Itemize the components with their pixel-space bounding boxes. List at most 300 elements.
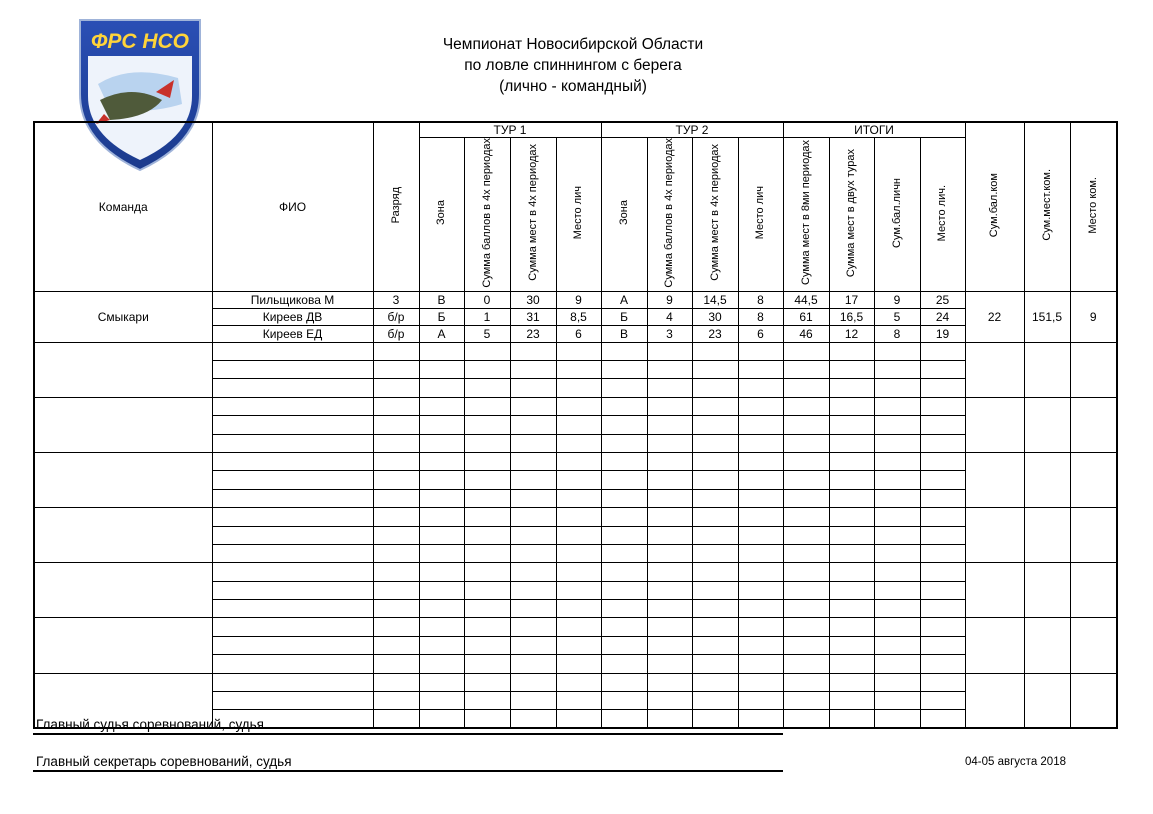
cell-ml (920, 360, 965, 378)
header-place-personal: Место лич (754, 186, 766, 240)
cell-rank (373, 581, 419, 599)
cell-sp2 (647, 489, 692, 507)
cell-sum_places_team (1024, 342, 1070, 397)
cell-pl1: 8,5 (556, 308, 601, 325)
h-zone1 (419, 138, 464, 292)
cell-ml: 19 (920, 325, 965, 342)
cell-sm2 (692, 379, 738, 397)
cell-sm1 (510, 636, 556, 654)
cell-z1 (419, 379, 464, 397)
cell-sm1 (510, 526, 556, 544)
cell-z1: А (419, 325, 464, 342)
cell-pl1: 9 (556, 291, 601, 308)
cell-sm2 (692, 544, 738, 562)
cell-ml (920, 471, 965, 489)
cell-sm1 (510, 416, 556, 434)
cell-ml (920, 600, 965, 618)
cell-z1 (419, 416, 464, 434)
cell-z1 (419, 581, 464, 599)
cell-ml (920, 636, 965, 654)
cell-sm1 (510, 360, 556, 378)
cell-z2 (601, 710, 647, 728)
cell-ml (920, 544, 965, 562)
header-sum-points: Сумма баллов в 4х периодах (480, 138, 493, 288)
cell-s2 (829, 600, 874, 618)
cell-sm2 (692, 710, 738, 728)
cell-fio (212, 434, 373, 452)
cell-sum_points_team (965, 563, 1024, 618)
cell-fio (212, 508, 373, 526)
event-date: 04-05 августа 2018 (965, 756, 1066, 768)
cell-pl2 (738, 342, 783, 360)
team-name-cell: Смыкари (34, 291, 212, 342)
cell-z2 (601, 360, 647, 378)
cell-sp1: 5 (464, 325, 510, 342)
cell-sm1 (510, 489, 556, 507)
cell-s2 (829, 692, 874, 710)
cell-fio (212, 636, 373, 654)
cell-pl1 (556, 342, 601, 360)
table-row (34, 508, 1117, 526)
cell-pl2 (738, 526, 783, 544)
cell-sp2 (647, 397, 692, 415)
cell-sm1: 23 (510, 325, 556, 342)
cell-s8 (783, 379, 829, 397)
header-sum-points-team: Сум.бал.ком (988, 173, 1000, 238)
cell-place_team (1070, 397, 1117, 452)
cell-fio (212, 379, 373, 397)
h-s8 (783, 138, 829, 292)
cell-sp2 (647, 563, 692, 581)
cell-s2 (829, 342, 874, 360)
cell-s8 (783, 636, 829, 654)
cell-pl1 (556, 544, 601, 562)
cell-pl1 (556, 563, 601, 581)
cell-sp2 (647, 360, 692, 378)
cell-ml (920, 692, 965, 710)
cell-s8 (783, 692, 829, 710)
header-rank-cell (373, 122, 419, 291)
cell-sp2 (647, 710, 692, 728)
title-line-1: Чемпионат Новосибирской Области (442, 36, 704, 53)
cell-sbl (874, 508, 920, 526)
cell-sum_points_team (965, 508, 1024, 563)
cell-z2 (601, 636, 647, 654)
cell-fio (212, 581, 373, 599)
cell-s2: 17 (829, 291, 874, 308)
cell-pl2 (738, 710, 783, 728)
cell-fio (212, 397, 373, 415)
cell-s8 (783, 673, 829, 691)
cell-sbl (874, 692, 920, 710)
cell-rank (373, 379, 419, 397)
cell-z2: Б (601, 308, 647, 325)
cell-pl2 (738, 397, 783, 415)
cell-pl2 (738, 544, 783, 562)
cell-z1 (419, 489, 464, 507)
cell-sm1 (510, 434, 556, 452)
cell-fio (212, 655, 373, 673)
cell-s8 (783, 397, 829, 415)
cell-z2 (601, 342, 647, 360)
cell-sbl (874, 673, 920, 691)
document-title (360, 34, 786, 97)
cell-sum_places_team (1024, 452, 1070, 507)
cell-z1 (419, 618, 464, 636)
team-name-cell (34, 397, 212, 452)
header-sum-places-team-cell (1024, 122, 1070, 291)
cell-sum_points_team: 22 (965, 291, 1024, 342)
cell-rank (373, 508, 419, 526)
cell-rank (373, 692, 419, 710)
cell-sm2 (692, 342, 738, 360)
cell-pl1 (556, 655, 601, 673)
header-team: Команда (34, 122, 212, 291)
cell-pl2: 6 (738, 325, 783, 342)
cell-pl2 (738, 673, 783, 691)
cell-s2 (829, 416, 874, 434)
cell-fio (212, 489, 373, 507)
cell-ml (920, 655, 965, 673)
cell-sm1 (510, 508, 556, 526)
cell-s2 (829, 360, 874, 378)
header-sum-points-personal: Сум.бал.личн (890, 177, 903, 248)
cell-sm1 (510, 710, 556, 728)
cell-rank (373, 563, 419, 581)
cell-pl1 (556, 692, 601, 710)
cell-s2 (829, 489, 874, 507)
cell-z1 (419, 434, 464, 452)
cell-sm2 (692, 471, 738, 489)
cell-pl2 (738, 360, 783, 378)
cell-sm1: 31 (510, 308, 556, 325)
h-s2 (829, 138, 874, 292)
team-name-cell (34, 563, 212, 618)
cell-rank (373, 397, 419, 415)
cell-sm2 (692, 692, 738, 710)
cell-sp1: 1 (464, 308, 510, 325)
cell-sp2: 3 (647, 325, 692, 342)
cell-ml: 25 (920, 291, 965, 308)
h-ml (920, 138, 965, 292)
cell-pl2 (738, 655, 783, 673)
cell-ml: 24 (920, 308, 965, 325)
cell-s8 (783, 360, 829, 378)
cell-fio: Пильщикова М (212, 291, 373, 308)
cell-sum_points_team (965, 342, 1024, 397)
cell-fio (212, 452, 373, 470)
cell-s2 (829, 526, 874, 544)
cell-z1 (419, 452, 464, 470)
cell-s8 (783, 434, 829, 452)
cell-s8 (783, 508, 829, 526)
cell-s8: 61 (783, 308, 829, 325)
judge-label: Главный судья соревнований, судья (36, 717, 264, 732)
cell-sp1 (464, 360, 510, 378)
cell-sp1 (464, 471, 510, 489)
cell-ml (920, 452, 965, 470)
title-line-3: (лично - командный) (499, 78, 647, 95)
cell-fio (212, 471, 373, 489)
cell-sp1 (464, 563, 510, 581)
cell-sbl (874, 342, 920, 360)
title-line-2: по ловле спиннингом с берега (464, 57, 682, 74)
cell-pl1 (556, 397, 601, 415)
cell-z1 (419, 342, 464, 360)
cell-sbl (874, 452, 920, 470)
cell-z1 (419, 710, 464, 728)
cell-ml (920, 618, 965, 636)
cell-z2 (601, 526, 647, 544)
cell-z2: В (601, 325, 647, 342)
cell-fio: Киреев ДВ (212, 308, 373, 325)
cell-s2 (829, 508, 874, 526)
cell-z2 (601, 563, 647, 581)
h-pl2 (738, 138, 783, 292)
cell-z2 (601, 581, 647, 599)
cell-sm2 (692, 360, 738, 378)
cell-z2 (601, 434, 647, 452)
cell-sbl (874, 618, 920, 636)
cell-pl2 (738, 618, 783, 636)
cell-z1 (419, 692, 464, 710)
cell-pl1 (556, 434, 601, 452)
cell-sp1 (464, 526, 510, 544)
cell-ml (920, 581, 965, 599)
cell-rank (373, 710, 419, 728)
cell-ml (920, 379, 965, 397)
cell-s8 (783, 471, 829, 489)
cell-place_team (1070, 618, 1117, 673)
cell-s2 (829, 673, 874, 691)
cell-z1 (419, 471, 464, 489)
team-name-cell (34, 452, 212, 507)
secretary-label: Главный секретарь соревнований, судья (36, 754, 292, 769)
cell-pl2 (738, 416, 783, 434)
cell-ml (920, 526, 965, 544)
cell-place_team (1070, 673, 1117, 728)
cell-sm2 (692, 397, 738, 415)
cell-sm2 (692, 618, 738, 636)
cell-sp1 (464, 397, 510, 415)
table-row (34, 618, 1117, 636)
cell-ml (920, 508, 965, 526)
cell-z1 (419, 526, 464, 544)
cell-pl1 (556, 618, 601, 636)
cell-rank: б/р (373, 325, 419, 342)
cell-sp2 (647, 434, 692, 452)
cell-sum_places_team (1024, 673, 1070, 728)
cell-sm2 (692, 416, 738, 434)
cell-sbl (874, 526, 920, 544)
cell-rank (373, 600, 419, 618)
cell-sp1 (464, 544, 510, 562)
cell-z2 (601, 692, 647, 710)
cell-z1 (419, 563, 464, 581)
cell-z1 (419, 600, 464, 618)
cell-sbl (874, 581, 920, 599)
cell-s8: 46 (783, 325, 829, 342)
cell-sp1: 0 (464, 291, 510, 308)
cell-pl2 (738, 452, 783, 470)
cell-sm2 (692, 673, 738, 691)
cell-sp1 (464, 581, 510, 599)
svg-text:ФРС НСО: ФРС НСО (90, 30, 190, 53)
cell-s2 (829, 618, 874, 636)
team-name-cell (34, 618, 212, 673)
cell-pl2: 8 (738, 291, 783, 308)
table-row (34, 342, 1117, 360)
cell-rank (373, 452, 419, 470)
cell-sp2 (647, 673, 692, 691)
cell-sbl (874, 471, 920, 489)
cell-z2 (601, 471, 647, 489)
cell-pl1 (556, 471, 601, 489)
cell-sm2 (692, 563, 738, 581)
cell-sm2 (692, 600, 738, 618)
cell-sp2 (647, 655, 692, 673)
cell-z2 (601, 489, 647, 507)
cell-fio (212, 526, 373, 544)
header-rank: Разряд (389, 187, 402, 224)
secretary-signature-line (33, 770, 783, 772)
cell-s2 (829, 452, 874, 470)
cell-sp2 (647, 416, 692, 434)
cell-pl1 (556, 360, 601, 378)
header-sum-places: Сумма мест в 4х периодах (708, 144, 721, 282)
cell-z1 (419, 397, 464, 415)
cell-sp2 (647, 618, 692, 636)
header-zone: Зона (435, 200, 447, 226)
cell-s8 (783, 489, 829, 507)
cell-pl1 (556, 581, 601, 599)
cell-z2 (601, 397, 647, 415)
header-tour2: ТУР 2 (601, 122, 783, 138)
cell-rank (373, 544, 419, 562)
cell-rank: б/р (373, 308, 419, 325)
cell-sp1 (464, 342, 510, 360)
cell-place_team (1070, 452, 1117, 507)
table-row (34, 397, 1117, 415)
h-zone2 (601, 138, 647, 292)
cell-sp2: 9 (647, 291, 692, 308)
cell-s8 (783, 526, 829, 544)
cell-pl1 (556, 636, 601, 654)
cell-z2 (601, 416, 647, 434)
cell-sp1 (464, 416, 510, 434)
cell-sp1 (464, 710, 510, 728)
cell-sbl: 9 (874, 291, 920, 308)
header-place-team-cell (1070, 122, 1117, 291)
cell-s8 (783, 563, 829, 581)
cell-rank (373, 489, 419, 507)
header-fio: ФИО (212, 122, 373, 291)
cell-fio: Киреев ЕД (212, 325, 373, 342)
cell-sm2 (692, 434, 738, 452)
cell-place_team (1070, 342, 1117, 397)
table-row (34, 563, 1117, 581)
cell-sm1 (510, 471, 556, 489)
cell-s8 (783, 618, 829, 636)
cell-z1 (419, 655, 464, 673)
cell-sum_places_team (1024, 563, 1070, 618)
h-pl1 (556, 138, 601, 292)
cell-sm1 (510, 673, 556, 691)
cell-sm2 (692, 581, 738, 599)
cell-fio (212, 416, 373, 434)
cell-s8: 44,5 (783, 291, 829, 308)
cell-sp2 (647, 508, 692, 526)
cell-sm2: 14,5 (692, 291, 738, 308)
cell-sbl (874, 600, 920, 618)
cell-sp2: 4 (647, 308, 692, 325)
cell-sum_points_team (965, 397, 1024, 452)
cell-sm1 (510, 692, 556, 710)
cell-sm2 (692, 636, 738, 654)
cell-z1 (419, 360, 464, 378)
table-row (34, 291, 1117, 308)
cell-s2 (829, 636, 874, 654)
cell-fio (212, 544, 373, 562)
cell-pl2 (738, 508, 783, 526)
cell-ml (920, 489, 965, 507)
cell-s2 (829, 710, 874, 728)
h-sbl (874, 138, 920, 292)
cell-sm1 (510, 397, 556, 415)
cell-sp2 (647, 692, 692, 710)
header-tour1: ТУР 1 (419, 122, 601, 138)
cell-ml (920, 710, 965, 728)
cell-s2: 12 (829, 325, 874, 342)
cell-sbl (874, 434, 920, 452)
cell-rank (373, 342, 419, 360)
table-row (34, 673, 1117, 691)
cell-z1 (419, 544, 464, 562)
cell-sp2 (647, 342, 692, 360)
cell-rank (373, 526, 419, 544)
cell-sum_places_team (1024, 618, 1070, 673)
h-sm2 (692, 138, 738, 292)
cell-z2 (601, 618, 647, 636)
cell-sp1 (464, 618, 510, 636)
cell-pl1 (556, 416, 601, 434)
cell-sm1 (510, 379, 556, 397)
cell-sm2: 30 (692, 308, 738, 325)
cell-sbl (874, 379, 920, 397)
cell-sum_points_team (965, 452, 1024, 507)
cell-sbl: 8 (874, 325, 920, 342)
cell-sbl: 5 (874, 308, 920, 325)
header-zone: Зона (617, 200, 630, 226)
header-place-personal: Место лич (572, 186, 584, 240)
cell-rank (373, 636, 419, 654)
cell-ml (920, 563, 965, 581)
cell-pl1 (556, 489, 601, 507)
cell-pl1 (556, 508, 601, 526)
cell-z1 (419, 508, 464, 526)
cell-sp2 (647, 636, 692, 654)
cell-s8 (783, 581, 829, 599)
cell-fio (212, 563, 373, 581)
cell-fio (212, 618, 373, 636)
cell-z1: Б (419, 308, 464, 325)
cell-sm2 (692, 526, 738, 544)
cell-sbl (874, 416, 920, 434)
cell-sbl (874, 397, 920, 415)
cell-s8 (783, 600, 829, 618)
cell-sp1 (464, 434, 510, 452)
cell-pl2 (738, 379, 783, 397)
